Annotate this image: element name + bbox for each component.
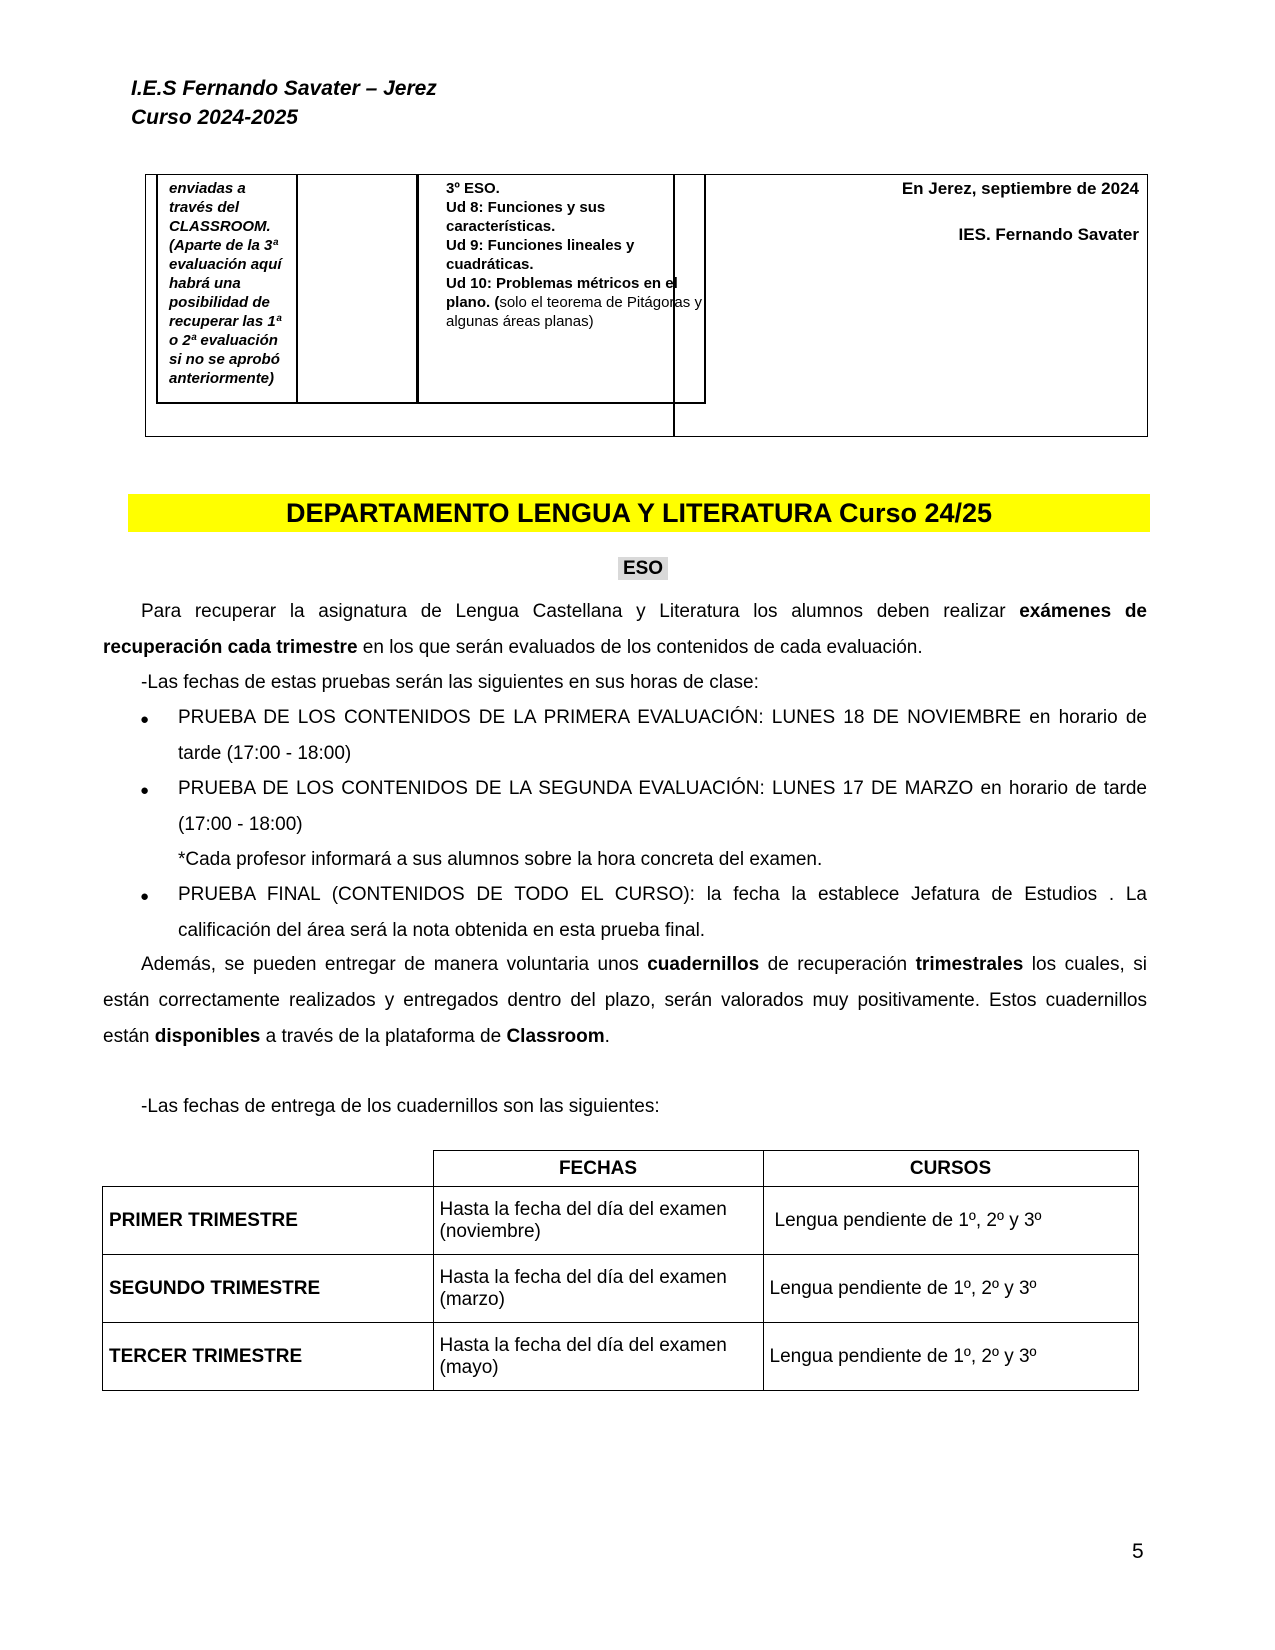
bullet-icon: ● [140,782,150,799]
unit-10-detail: solo el teorema de Pitágoras y algunas áreas planas) [446,294,702,330]
row-fecha: Hasta la fecha del día del examen (noviembre) [433,1187,763,1255]
col-divider-1 [296,174,298,404]
level-heading: ESO [618,557,668,580]
dates-intro-text: -Las fechas de estas pruebas serán las siguientes en sus horas de clase: [141,672,759,693]
booklets-text-i: . [604,1026,610,1047]
bullet-icon: ● [140,888,150,905]
units-cell [446,179,708,331]
dates-intro [103,665,1147,701]
deliveries-table [102,1150,1139,1391]
booklets-text-e: los cuales, si están correctamente realizados y entregados dentro del plazo, serán valorados muy positivamente. Estos cuadernillos están [103,954,1147,1047]
header-course: Curso 2024-2025 [131,106,298,129]
intro-paragraph [103,594,1147,666]
booklets-text-f: disponibles [154,1026,261,1047]
table-corner [103,1151,434,1187]
row-label: PRIMER TRIMESTRE [103,1187,434,1255]
table-row [103,1255,1139,1323]
booklets-text-c: de recuperación [759,954,916,975]
booklets-text-g: a través de la plataforma de [260,1026,507,1047]
row-curso: Lengua pendiente de 1º, 2º y 3º [763,1323,1138,1391]
recovery-note-cell: enviadas a través del CLASSROOM. (Aparte de la 3ª evaluación aquí habrá una posibilidad de recuperar las 1ª o 2ª evaluación si no se aprobó anteriormente) [169,180,282,387]
row-fecha: Hasta la fecha del día del examen (mayo) [433,1323,763,1391]
unit-9: Ud 9: Funciones lineales y cuadráticas. [446,237,635,273]
booklets-text-h: Classroom [506,1026,605,1047]
table-header-row [103,1151,1139,1187]
header-school: I.E.S Fernando Savater – Jerez [131,77,437,100]
bullet-second-exam: PRUEBA DE LOS CONTENIDOS DE LA SEGUNDA EVALUACIÓN: LUNES 17 DE MARZO en horario de tarde (17:00 - 18:00) [178,778,1147,835]
signature-school: IES. Fernando Savater [958,225,1139,244]
intro-text-bold: exámenes de recuperación cada trimestre [103,601,1147,658]
row-curso: Lengua pendiente de 1º, 2º y 3º [763,1187,1138,1255]
signature-cell [855,179,1139,244]
row-label: TERCER TRIMESTRE [103,1323,434,1391]
delivery-dates-text: -Las fechas de entrega de los cuadernillos son las siguientes: [141,1096,660,1117]
row-label: SEGUNDO TRIMESTRE [103,1255,434,1323]
unit-8: Ud 8: Funciones y sus características. [446,199,606,235]
teacher-note: *Cada profesor informará a sus alumnos sobre la hora concreta del examen. [178,849,823,870]
delivery-dates-intro [103,1089,1147,1125]
intro-text-c: en los que serán evaluados de los contenidos de cada evaluación. [357,637,923,658]
table-row [103,1323,1139,1391]
booklets-text-d: trimestrales [915,954,1024,975]
booklets-text-a: Además, se pueden entregar de manera voluntaria unos [141,954,648,975]
page-number: 5 [1132,1540,1144,1563]
booklets-paragraph [103,947,1147,1055]
intro-text-a: Para recuperar la asignatura de Lengua Castellana y Literatura los alumnos deben realizar [141,601,1020,622]
header-cursos: CURSOS [763,1151,1138,1187]
header-fechas: FECHAS [433,1151,763,1187]
bullet-first-exam: PRUEBA DE LOS CONTENIDOS DE LA PRIMERA EVALUACIÓN: LUNES 18 DE NOVIEMBRE en horario de tarde (17:00 - 18:00) [178,707,1147,764]
col-divider-2 [416,174,419,404]
units-course: 3º ESO. [446,180,500,197]
row-fecha: Hasta la fecha del día del examen (marzo) [433,1255,763,1323]
department-title: DEPARTAMENTO LENGUA Y LITERATURA Curso 24/25 [128,494,1150,532]
booklets-text-b: cuadernillos [647,954,760,975]
unit-10 [446,274,708,331]
signature-place-date: En Jerez, septiembre de 2024 [901,179,1139,198]
bullet-final-exam: PRUEBA FINAL (CONTENIDOS DE TODO EL CURSO): la fecha la establece Jefatura de Estudios . La calificación del área será la nota obtenida en esta prueba final. [178,884,1147,941]
unit-10-title: Ud 10: Problemas métricos en el plano. ( [446,275,678,311]
table-row [103,1187,1139,1255]
bullet-icon: ● [140,711,150,728]
row-curso: Lengua pendiente de 1º, 2º y 3º [763,1255,1138,1323]
